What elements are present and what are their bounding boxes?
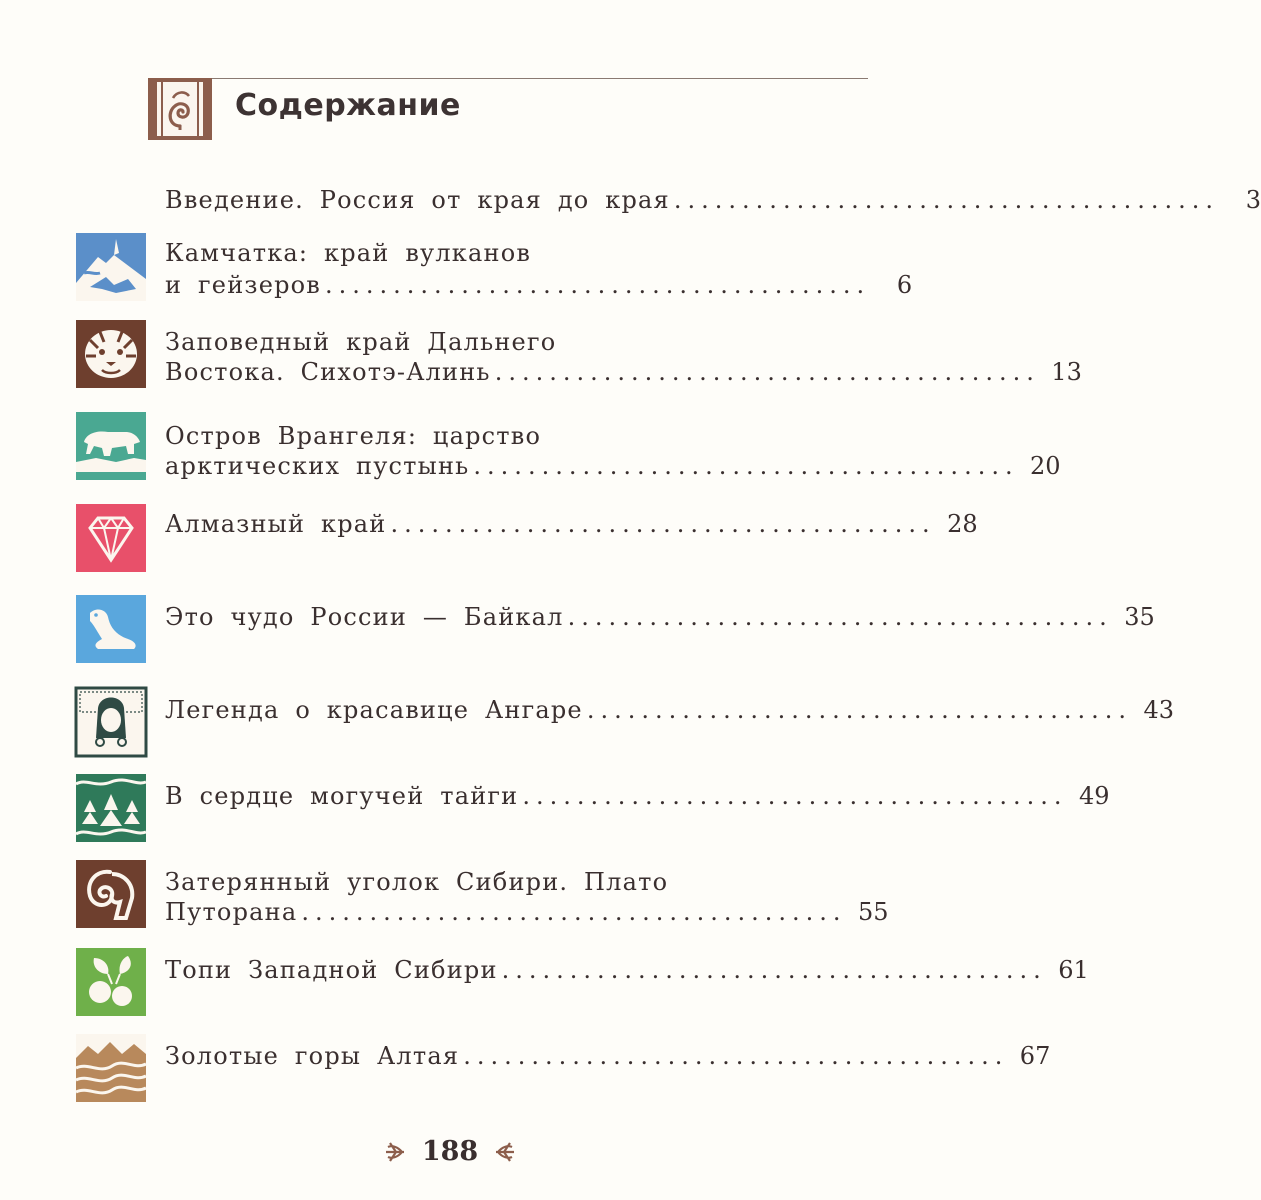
toc-page-number: 67 (1019, 1042, 1051, 1070)
page-footer (0, 1135, 900, 1167)
toc-entry-line: Путорана ........................................ 55 (165, 898, 889, 926)
header-rule (148, 78, 868, 79)
toc-entry-title: Топи Западной Сибири (165, 956, 498, 984)
toc-page-number: 3 (1245, 186, 1261, 214)
toc-entry-title: Затерянный уголок Сибири. Плато (165, 868, 669, 896)
toc-entry-title: Остров Врангеля: царство (165, 422, 542, 450)
toc-entry-title: и гейзеров (165, 271, 322, 299)
toc-entry-line: и гейзеров ........................................ 6 (165, 271, 913, 299)
toc-entry-title: Алмазный край (165, 510, 387, 538)
toc-entry-line: В сердце могучей тайги ........................................ 49 (165, 782, 1110, 810)
leaf-ornament-left-icon (380, 1139, 406, 1165)
toc-entry-title: Заповедный край Дальнего (165, 328, 557, 356)
girl-portrait-icon (76, 688, 146, 756)
toc-page-number: 20 (1030, 452, 1061, 480)
toc-page-number: 6 (896, 271, 913, 299)
toc-page-number: 43 (1143, 696, 1174, 724)
polar-bear-icon (76, 412, 146, 480)
page-title: Содержание (235, 88, 461, 123)
toc-page-number: 49 (1079, 782, 1110, 810)
mountains-icon (76, 1034, 146, 1102)
seal-icon (76, 595, 146, 663)
toc-page-number: 13 (1051, 358, 1082, 386)
toc-entry-title: Легенда о красавице Ангаре (165, 696, 583, 724)
toc-entry-title: Это чудо России — Байкал (165, 603, 564, 631)
page-number: 188 (421, 1136, 479, 1167)
toc-page-number: 28 (947, 510, 978, 538)
toc-entry-title: В сердце могучей тайги (165, 782, 519, 810)
swirl-ornament-icon (148, 78, 212, 140)
toc-entry-line: Золотые горы Алтая ........................................ 67 (165, 1042, 1051, 1070)
toc-entry-line: арктических пустынь ........................................ 20 (165, 452, 1061, 480)
toc-entry-line: Это чудо России — Байкал ........................................ 35 (165, 603, 1155, 631)
berries-icon (76, 948, 146, 1016)
diamond-icon (76, 504, 146, 572)
toc-entry-line: Легенда о красавице Ангаре ........................................ 43 (165, 696, 1174, 724)
fir-trees-icon (76, 774, 146, 842)
toc-entry-title: Камчатка: край вулканов (165, 239, 532, 267)
toc-entry-line: Востока. Сихотэ-Алинь ........................................ 13 (165, 358, 1082, 386)
toc-entry-title: Востока. Сихотэ-Алинь (165, 358, 491, 386)
leaf-ornament-right-icon (494, 1139, 520, 1165)
toc-entry-title: Путорана (165, 898, 298, 926)
tiger-icon (76, 320, 146, 388)
volcano-icon (76, 233, 146, 301)
toc-entry-title: Золотые горы Алтая (165, 1042, 460, 1070)
bighorn-ram-icon (76, 860, 146, 928)
toc-page-number: 35 (1124, 603, 1155, 631)
toc-page-number: 55 (857, 898, 889, 926)
toc-entry-title: Введение. Россия от края до края (165, 186, 670, 214)
toc-entry-line: Топи Западной Сибири ........................................ 61 (165, 956, 1089, 984)
toc-entry-title: арктических пустынь (165, 452, 470, 480)
toc-entry-line: Алмазный край ........................................ 28 (165, 510, 978, 538)
toc-entry-line: Введение. Россия от края до края ........................................ 3 (165, 186, 1261, 214)
toc-page-number: 61 (1058, 956, 1089, 984)
